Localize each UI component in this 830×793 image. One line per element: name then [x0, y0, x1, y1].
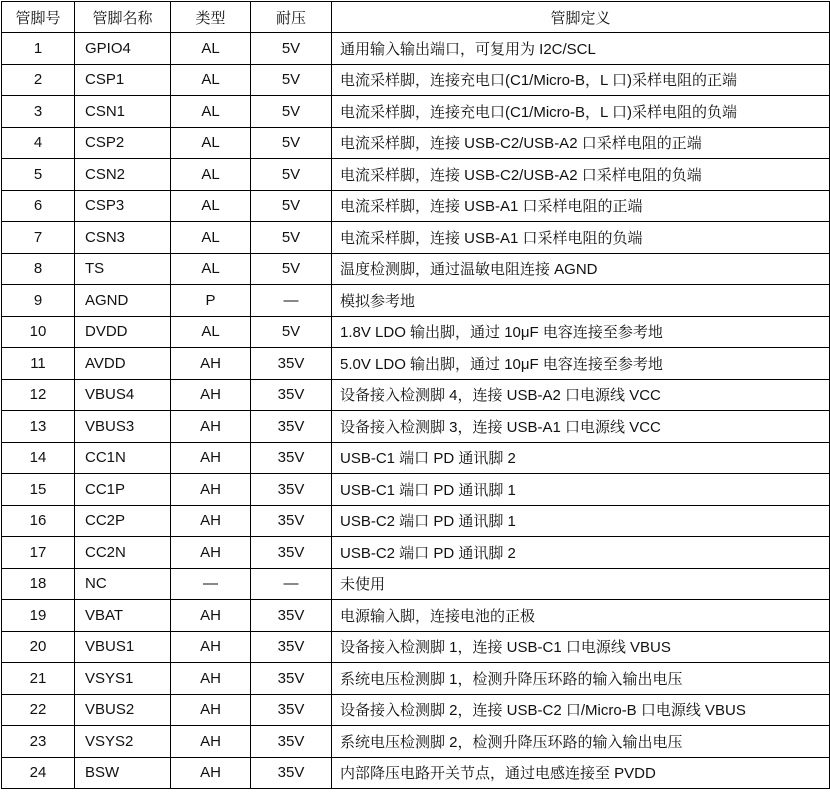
- pin-description: 未使用: [332, 568, 830, 600]
- pin-name: DVDD: [75, 316, 171, 348]
- pin-voltage: 5V: [251, 64, 332, 96]
- pin-number: 5: [2, 159, 75, 191]
- pin-description: USB-C1 端口 PD 通讯脚 2: [332, 442, 830, 474]
- pin-voltage: 5V: [251, 253, 332, 285]
- pin-name: CC1N: [75, 442, 171, 474]
- pin-name: VBUS1: [75, 631, 171, 663]
- pin-number: 7: [2, 222, 75, 254]
- pin-description: 模拟参考地: [332, 285, 830, 317]
- pin-type: AH: [171, 348, 251, 380]
- pin-name: CC2P: [75, 505, 171, 537]
- table-row: [2, 253, 830, 285]
- table-row: [2, 127, 830, 159]
- table-row: [2, 505, 830, 537]
- pin-description: 设备接入检测脚 3，连接 USB-A1 口电源线 VCC: [332, 411, 830, 443]
- pin-name: CSN1: [75, 96, 171, 128]
- pin-description: 设备接入检测脚 2，连接 USB-C2 口/Micro-B 口电源线 VBUS: [332, 694, 830, 726]
- table-row: [2, 348, 830, 380]
- pin-number: 17: [2, 537, 75, 569]
- pin-number: 11: [2, 348, 75, 380]
- table-row: [2, 316, 830, 348]
- pin-name: CSP2: [75, 127, 171, 159]
- pin-type: —: [171, 568, 251, 600]
- pin-voltage: 5V: [251, 159, 332, 191]
- pin-number: 4: [2, 127, 75, 159]
- table-row: [2, 33, 830, 65]
- pin-type: AH: [171, 442, 251, 474]
- pin-number: 3: [2, 96, 75, 128]
- pin-name: VSYS2: [75, 726, 171, 758]
- pin-number: 19: [2, 600, 75, 632]
- table-row: [2, 694, 830, 726]
- pin-name: VBUS4: [75, 379, 171, 411]
- pin-type: AL: [171, 222, 251, 254]
- header-voltage-rating: 耐压: [251, 2, 332, 33]
- pin-type: AH: [171, 411, 251, 443]
- table-row: [2, 442, 830, 474]
- pin-voltage: 35V: [251, 694, 332, 726]
- pin-name: AGND: [75, 285, 171, 317]
- pin-description: USB-C1 端口 PD 通讯脚 1: [332, 474, 830, 506]
- pin-name: VSYS1: [75, 663, 171, 695]
- pin-voltage: 35V: [251, 537, 332, 569]
- table-row: [2, 222, 830, 254]
- pin-voltage: —: [251, 568, 332, 600]
- header-row: [2, 2, 830, 33]
- pin-voltage: 35V: [251, 442, 332, 474]
- pin-voltage: 5V: [251, 127, 332, 159]
- pin-number: 18: [2, 568, 75, 600]
- pin-number: 1: [2, 33, 75, 65]
- pin-name: BSW: [75, 757, 171, 789]
- pin-number: 23: [2, 726, 75, 758]
- pin-number: 14: [2, 442, 75, 474]
- pin-description: 通用输入输出端口，可复用为 I2C/SCL: [332, 33, 830, 65]
- table-row: [2, 663, 830, 695]
- table-row: [2, 631, 830, 663]
- table-row: [2, 285, 830, 317]
- pin-name: CC1P: [75, 474, 171, 506]
- pin-voltage: 35V: [251, 726, 332, 758]
- pin-number: 12: [2, 379, 75, 411]
- pin-type: AL: [171, 127, 251, 159]
- pin-number: 16: [2, 505, 75, 537]
- table-body: [2, 33, 830, 789]
- pin-voltage: 5V: [251, 316, 332, 348]
- pin-type: AH: [171, 600, 251, 632]
- table-row: [2, 64, 830, 96]
- pin-voltage: 5V: [251, 222, 332, 254]
- pin-number: 9: [2, 285, 75, 317]
- pin-name: CSN2: [75, 159, 171, 191]
- pin-name: AVDD: [75, 348, 171, 380]
- pin-description: USB-C2 端口 PD 通讯脚 1: [332, 505, 830, 537]
- pin-voltage: 35V: [251, 379, 332, 411]
- pin-number: 6: [2, 190, 75, 222]
- header-pin-definition: 管脚定义: [332, 2, 830, 33]
- pin-type: AH: [171, 505, 251, 537]
- pin-name: VBUS3: [75, 411, 171, 443]
- pin-type: AH: [171, 631, 251, 663]
- pin-type: AH: [171, 379, 251, 411]
- table-header: [2, 2, 830, 33]
- header-pin-number: 管脚号: [2, 2, 75, 33]
- pin-name: CSP1: [75, 64, 171, 96]
- pin-name: CC2N: [75, 537, 171, 569]
- pin-voltage: 35V: [251, 663, 332, 695]
- pin-description: 电流采样脚，连接 USB-A1 口采样电阻的正端: [332, 190, 830, 222]
- pin-description: 设备接入检测脚 1，连接 USB-C1 口电源线 VBUS: [332, 631, 830, 663]
- pin-type: P: [171, 285, 251, 317]
- pin-type: AH: [171, 474, 251, 506]
- header-pin-name: 管脚名称: [75, 2, 171, 33]
- pin-number: 8: [2, 253, 75, 285]
- pin-description: USB-C2 端口 PD 通讯脚 2: [332, 537, 830, 569]
- table-row: [2, 411, 830, 443]
- pin-number: 15: [2, 474, 75, 506]
- table-row: [2, 537, 830, 569]
- table-row: [2, 726, 830, 758]
- pin-description: 系统电压检测脚 2，检测升降压环路的输入输出电压: [332, 726, 830, 758]
- pin-voltage: 35V: [251, 631, 332, 663]
- pin-definition-table: [1, 1, 830, 789]
- pin-number: 20: [2, 631, 75, 663]
- pin-name: VBAT: [75, 600, 171, 632]
- pin-name: GPIO4: [75, 33, 171, 65]
- table-row: [2, 568, 830, 600]
- pin-voltage: 5V: [251, 96, 332, 128]
- pin-description: 电流采样脚，连接 USB-C2/USB-A2 口采样电阻的正端: [332, 127, 830, 159]
- pin-name: CSP3: [75, 190, 171, 222]
- table-row: [2, 190, 830, 222]
- pin-type: AL: [171, 159, 251, 191]
- pin-description: 5.0V LDO 输出脚，通过 10μF 电容连接至参考地: [332, 348, 830, 380]
- table-row: [2, 474, 830, 506]
- pin-type: AL: [171, 316, 251, 348]
- pin-description: 1.8V LDO 输出脚，通过 10μF 电容连接至参考地: [332, 316, 830, 348]
- pin-voltage: 5V: [251, 33, 332, 65]
- table-row: [2, 757, 830, 789]
- pin-type: AL: [171, 253, 251, 285]
- pin-description: 电流采样脚，连接充电口(C1/Micro-B，L 口)采样电阻的负端: [332, 96, 830, 128]
- pin-number: 13: [2, 411, 75, 443]
- pin-type: AL: [171, 96, 251, 128]
- pin-description: 电源输入脚，连接电池的正极: [332, 600, 830, 632]
- pin-type: AL: [171, 33, 251, 65]
- pin-number: 22: [2, 694, 75, 726]
- pin-voltage: 35V: [251, 600, 332, 632]
- pin-description: 设备接入检测脚 4，连接 USB-A2 口电源线 VCC: [332, 379, 830, 411]
- pin-name: VBUS2: [75, 694, 171, 726]
- pin-description: 温度检测脚，通过温敏电阻连接 AGND: [332, 253, 830, 285]
- pin-description: 电流采样脚，连接 USB-C2/USB-A2 口采样电阻的负端: [332, 159, 830, 191]
- pin-name: TS: [75, 253, 171, 285]
- pin-description: 系统电压检测脚 1，检测升降压环路的输入输出电压: [332, 663, 830, 695]
- pin-type: AL: [171, 64, 251, 96]
- pin-description: 电流采样脚，连接充电口(C1/Micro-B，L 口)采样电阻的正端: [332, 64, 830, 96]
- pin-type: AH: [171, 726, 251, 758]
- pin-number: 21: [2, 663, 75, 695]
- pin-voltage: —: [251, 285, 332, 317]
- pin-description: 内部降压电路开关节点，通过电感连接至 PVDD: [332, 757, 830, 789]
- pin-type: AH: [171, 537, 251, 569]
- pin-type: AH: [171, 663, 251, 695]
- pin-voltage: 35V: [251, 474, 332, 506]
- pin-voltage: 5V: [251, 190, 332, 222]
- pin-number: 10: [2, 316, 75, 348]
- pin-voltage: 35V: [251, 757, 332, 789]
- table-row: [2, 96, 830, 128]
- table-row: [2, 600, 830, 632]
- pin-voltage: 35V: [251, 505, 332, 537]
- pin-number: 2: [2, 64, 75, 96]
- pin-type: AH: [171, 757, 251, 789]
- table-row: [2, 159, 830, 191]
- pin-name: NC: [75, 568, 171, 600]
- pin-description: 电流采样脚，连接 USB-A1 口采样电阻的负端: [332, 222, 830, 254]
- pin-name: CSN3: [75, 222, 171, 254]
- table-row: [2, 379, 830, 411]
- pin-voltage: 35V: [251, 411, 332, 443]
- pin-type: AH: [171, 694, 251, 726]
- pin-number: 24: [2, 757, 75, 789]
- pin-voltage: 35V: [251, 348, 332, 380]
- pin-type: AL: [171, 190, 251, 222]
- header-type: 类型: [171, 2, 251, 33]
